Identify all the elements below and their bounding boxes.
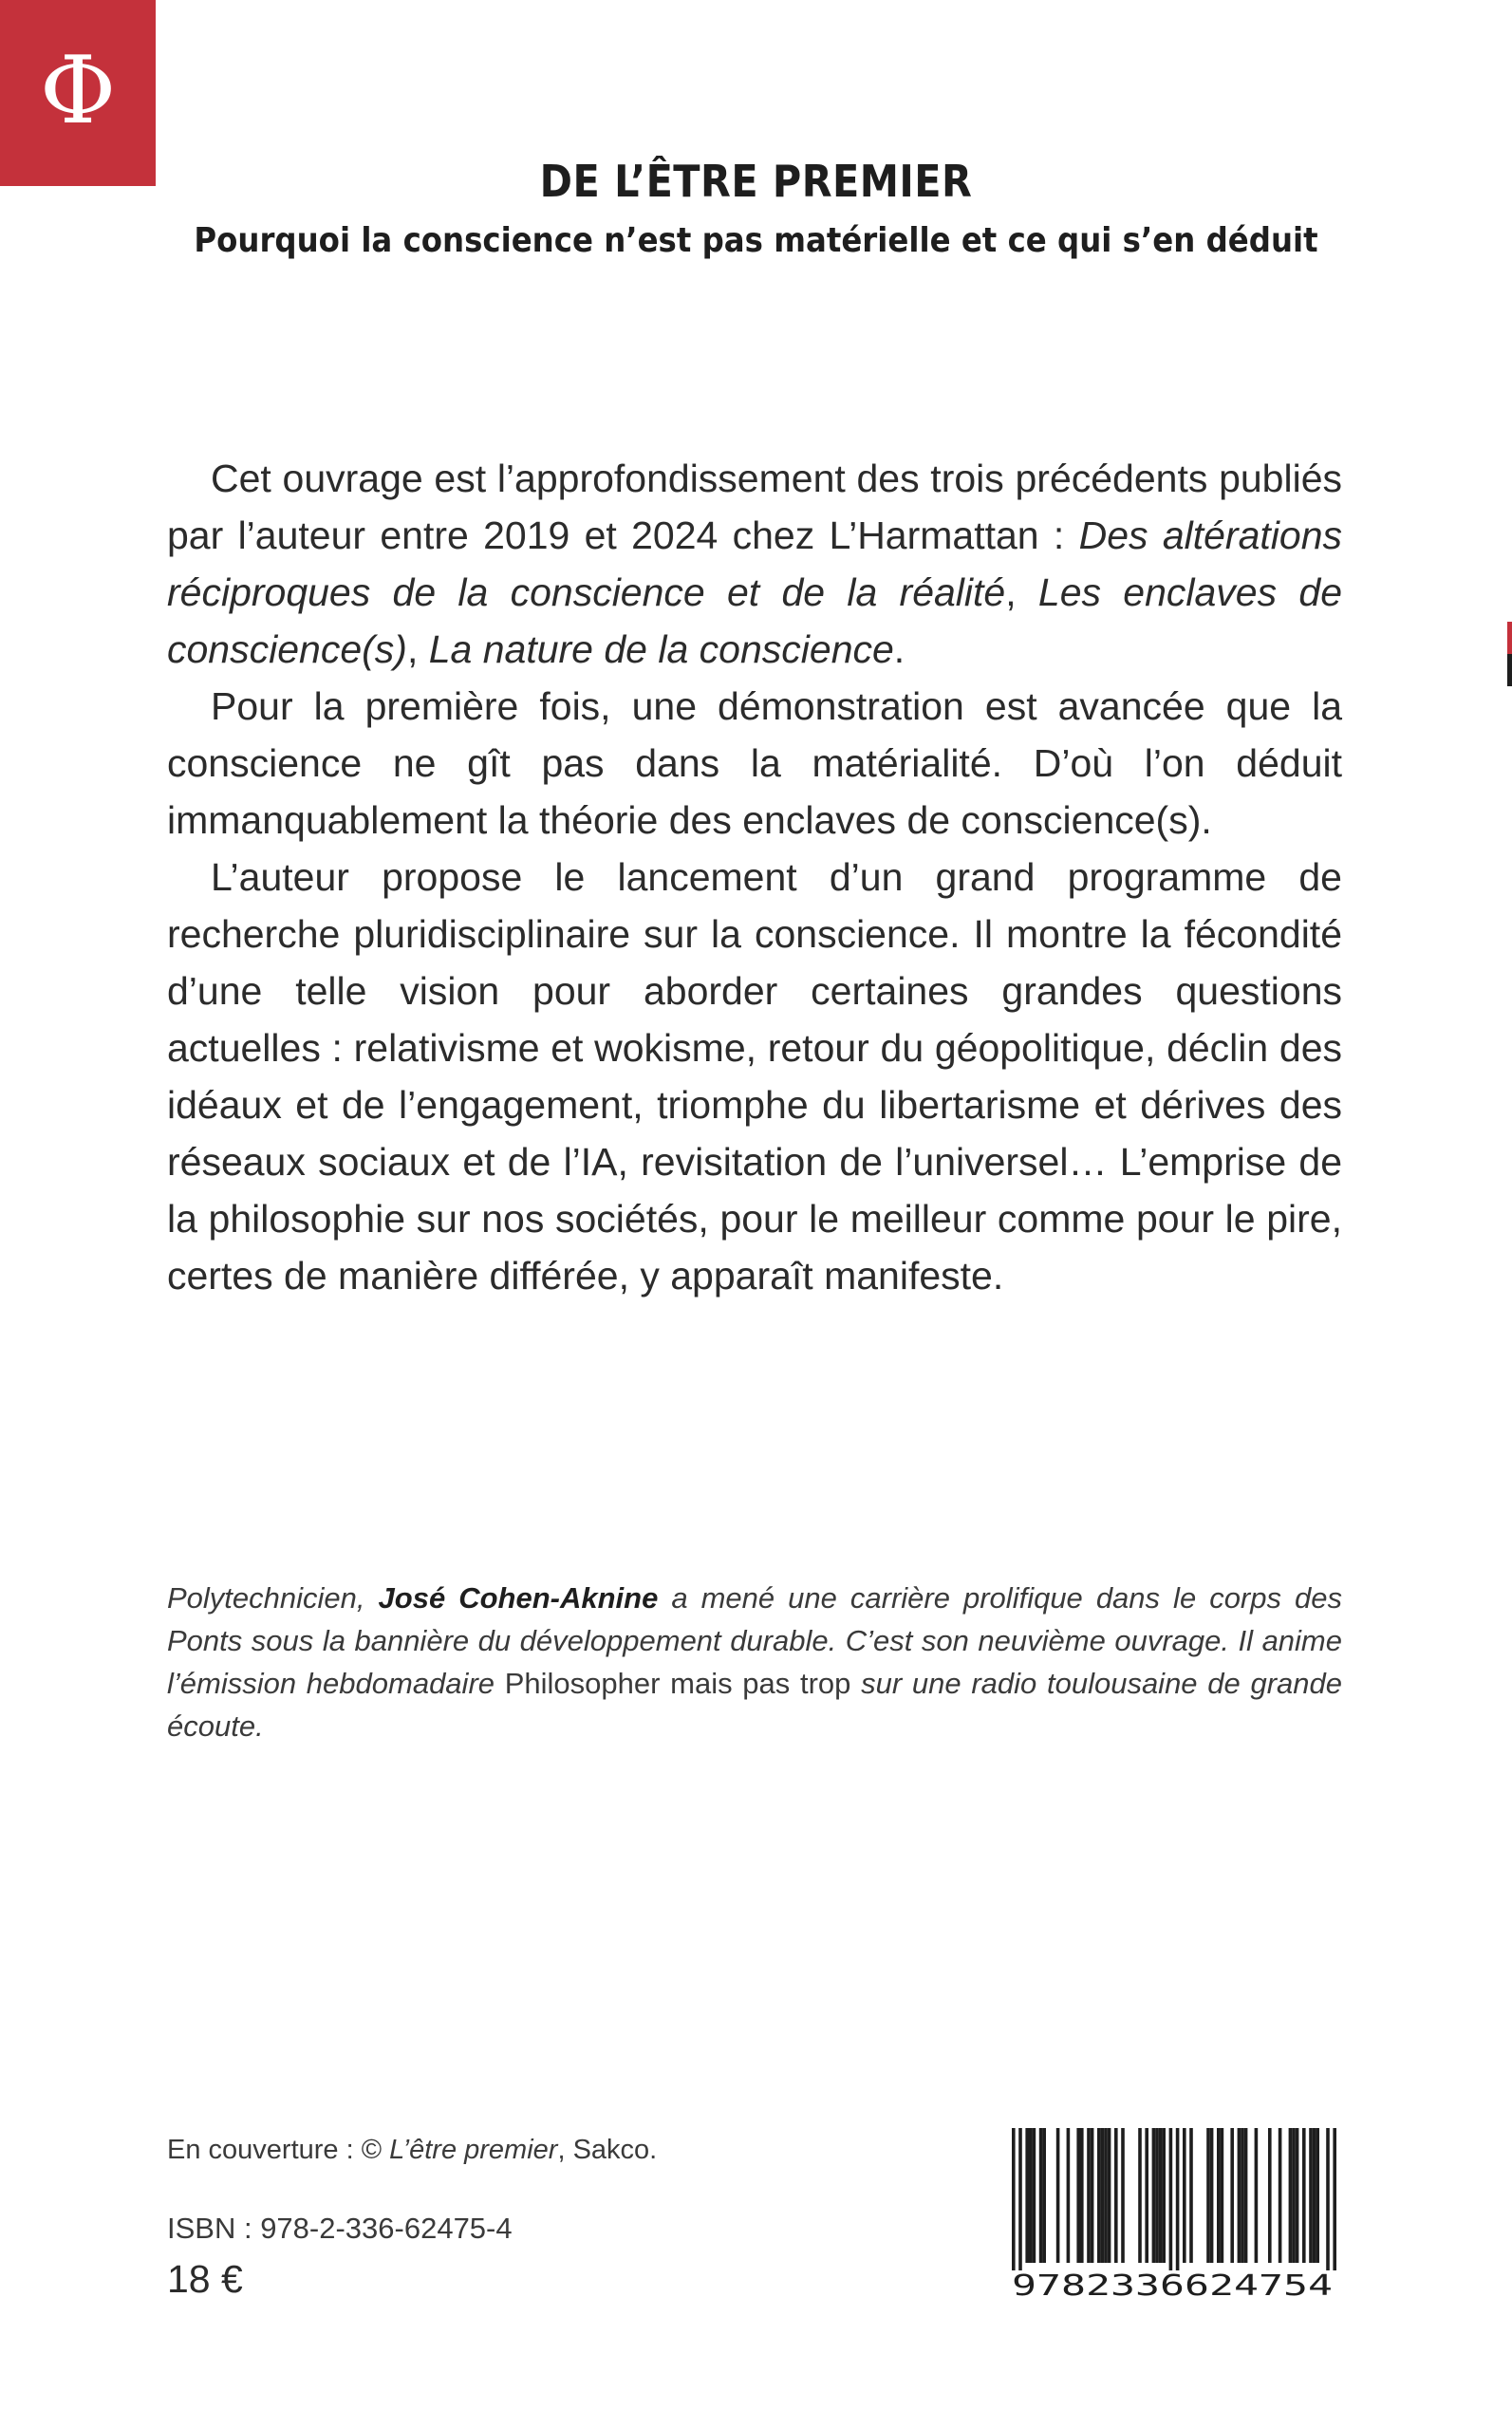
barcode-bar: [1326, 2128, 1330, 2270]
barcode-bar: [1042, 2128, 1046, 2263]
barcode-bars: [1012, 2128, 1336, 2270]
barcode-bar: [1087, 2128, 1091, 2263]
barcode-bar: [1091, 2128, 1094, 2263]
barcode: [1008, 2128, 1340, 2299]
barcode-bar: [1302, 2128, 1306, 2263]
author-name: José Cohen-Aknine: [378, 1581, 659, 1615]
barcode-bar: [1316, 2128, 1319, 2263]
barcode-bar: [1210, 2128, 1214, 2263]
barcode-bar: [1268, 2128, 1272, 2263]
barcode-bar: [1255, 2128, 1259, 2263]
barcode-bar: [1217, 2128, 1221, 2263]
barcode-bar: [1162, 2128, 1166, 2263]
barcode-bar: [1309, 2128, 1313, 2263]
synopsis-paragraph-2: Pour la première fois, une démonstration est avancée que la conscience ne gît pas dans la matérialité. D’où l’on déduit immanquablement la théorie des enclaves de conscience(s).: [167, 684, 1342, 842]
synopsis: [167, 450, 1342, 1304]
barcode-bar: [1313, 2128, 1316, 2263]
previous-book-1: Des altérations réciproques de la conscience et de la réalité: [167, 514, 1342, 614]
phi-logo-icon: Φ: [39, 37, 117, 145]
barcode-bar: [1289, 2128, 1293, 2263]
barcode-bar: [1033, 2128, 1036, 2263]
barcode-bar: [1206, 2128, 1210, 2263]
barcode-bar: [1018, 2128, 1022, 2270]
barcode-bar: [1221, 2128, 1224, 2263]
barcode-bar: [1176, 2128, 1180, 2270]
barcode-bar: [1114, 2128, 1118, 2263]
barcode-bar: [1076, 2128, 1080, 2263]
barcode-bar: [1238, 2128, 1241, 2263]
radio-show-name: Philosopher mais pas trop: [504, 1667, 851, 1700]
barcode-bar: [1101, 2128, 1105, 2263]
separator: ,: [1005, 570, 1038, 614]
previous-book-3: La nature de la conscience: [428, 627, 894, 671]
synopsis-paragraph-1: [167, 450, 1342, 678]
barcode-bar: [1169, 2128, 1173, 2270]
book-subtitle: Pourquoi la conscience n’est pas matérielle et ce qui s’en déduit: [194, 221, 1318, 260]
barcode-bar: [1097, 2128, 1101, 2263]
barcode-bar: [1080, 2128, 1084, 2263]
barcode-bar: [1025, 2128, 1029, 2263]
barcode-bar: [1152, 2128, 1156, 2263]
synopsis-paragraph-3: L’auteur propose le lancement d’un grand programme de recherche pluridisciplinaire sur la conscience. Il montre la fécondité d’une telle vision pour aborder certaines grandes questions actuelles : relativisme et wokisme, retour du géopolitique, déclin des idéaux et de l’engagement, triomphe du libertarisme et dérives des réseaux sociaux et de l’IA, revisitation de l’universel… L’emprise de la philosophie sur nos sociétés, pour le meilleur comme pour le pire, certes de manière différée, y apparaît manifeste.: [167, 855, 1342, 1298]
barcode-bar: [1138, 2128, 1142, 2263]
cover-credit: [167, 2135, 657, 2166]
period: .: [893, 627, 905, 671]
barcode-bar: [1183, 2128, 1186, 2263]
bio-text: a mené une carrière prolifique dans le corps des Ponts sous la bannière du développement durable. C’est son neuvième ouvrage. Il anime l’émission hebdomadaire: [167, 1581, 1342, 1700]
barcode-digits: 9782336624754: [1012, 2269, 1333, 2299]
barcode-bar: [1230, 2128, 1234, 2263]
book-title: DE L’ÊTRE PREMIER: [539, 156, 973, 207]
barcode-bar: [1292, 2128, 1296, 2263]
barcode-bar: [1056, 2128, 1060, 2263]
author-bio: [167, 1577, 1342, 1747]
edge-marker: [1507, 622, 1512, 686]
isbn: ISBN : 978-2-336-62475-4: [167, 2212, 513, 2245]
barcode-bar: [1104, 2128, 1108, 2263]
barcode-bar: [1244, 2128, 1248, 2263]
barcode-bar: [1155, 2128, 1159, 2263]
previous-book-2: Les enclaves de conscience(s): [167, 570, 1342, 671]
credit-artist: , Sakco.: [557, 2135, 658, 2165]
barcode-bar: [1012, 2128, 1016, 2270]
barcode-bar: [1067, 2128, 1071, 2263]
barcode-bar: [1279, 2128, 1282, 2263]
synopsis-p1-intro: Cet ouvrage est l’approfondissement des trois précédents publiés par l’auteur entre 2019 et 2024 chez L’Harmattan :: [167, 457, 1342, 557]
barcode-bar: [1241, 2128, 1244, 2263]
barcode-bar: [1108, 2128, 1111, 2263]
credit-prefix: En couverture : ©: [167, 2135, 390, 2165]
price: 18 €: [167, 2257, 243, 2301]
barcode-bar: [1296, 2128, 1299, 2263]
barcode-bar: [1029, 2128, 1033, 2263]
barcode-bar: [1121, 2128, 1125, 2263]
barcode-bar: [1159, 2128, 1163, 2263]
cover-artwork-title: L’être premier: [389, 2135, 558, 2165]
barcode-bar: [1039, 2128, 1043, 2263]
barcode-bar: [1145, 2128, 1148, 2263]
bio-intro: Polytechnicien,: [167, 1581, 379, 1615]
barcode-bar: [1189, 2128, 1193, 2263]
separator: ,: [406, 627, 429, 671]
barcode-bar: [1333, 2128, 1336, 2270]
bio-end: sur une radio toulousaine de grande écoute.: [167, 1667, 1342, 1743]
